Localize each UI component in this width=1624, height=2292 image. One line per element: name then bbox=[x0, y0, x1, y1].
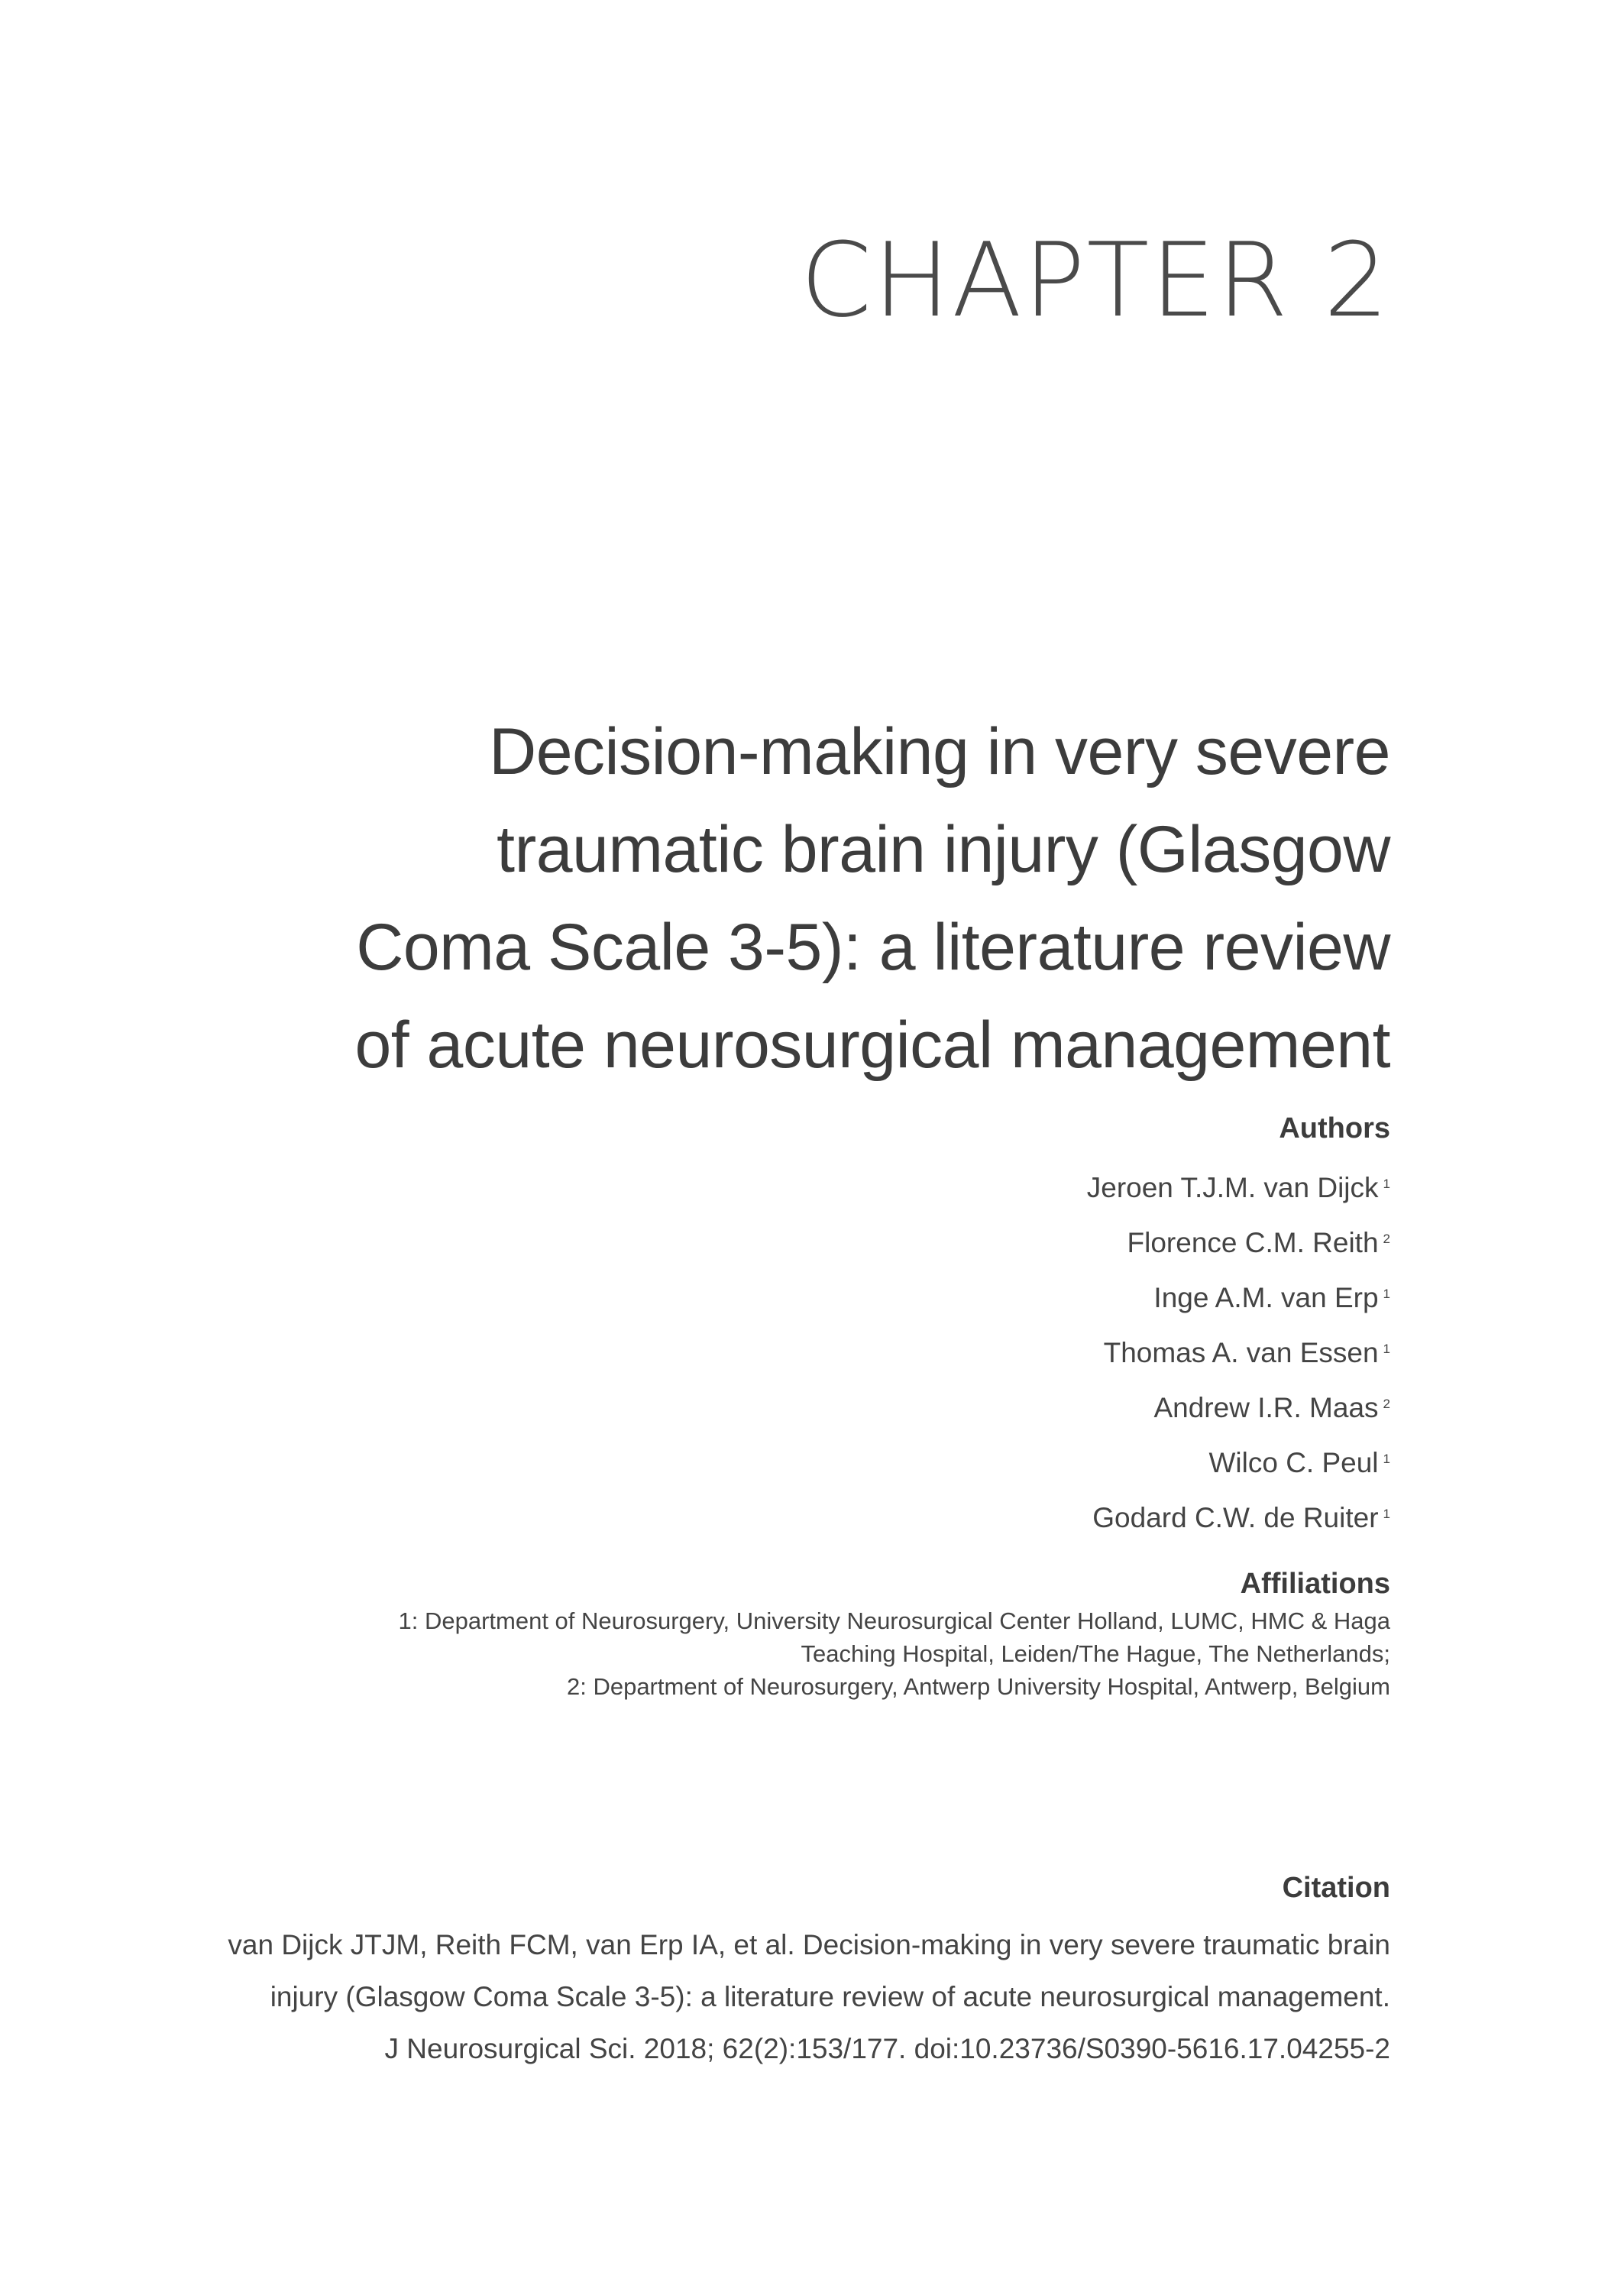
authors-list bbox=[1087, 1158, 1390, 1543]
chapter-number: 2 bbox=[1323, 221, 1390, 340]
citation-line: van Dijck JTJM, Reith FCM, van Erp IA, et al. Decision-making in very severe traumatic brain bbox=[228, 1929, 1390, 1960]
affiliation-line: 2: Department of Neurosurgery, Antwerp University Hospital, Antwerp, Belgium bbox=[566, 1673, 1390, 1700]
author-affiliation-mark: 1 bbox=[1383, 1452, 1390, 1466]
chapter-word: CHAPTER bbox=[800, 221, 1290, 340]
author-item bbox=[1087, 1488, 1390, 1543]
author-name: Jeroen T.J.M. van Dijck bbox=[1086, 1172, 1379, 1203]
author-name: Florence C.M. Reith bbox=[1127, 1227, 1379, 1258]
author-name: Andrew I.R. Maas bbox=[1153, 1392, 1379, 1423]
author-affiliation-mark: 2 bbox=[1383, 1232, 1390, 1246]
author-item bbox=[1087, 1213, 1390, 1268]
author-affiliation-mark: 2 bbox=[1383, 1397, 1390, 1411]
affiliations-heading: Affiliations bbox=[1240, 1568, 1390, 1600]
author-name: Wilco C. Peul bbox=[1208, 1447, 1379, 1478]
affiliations-list bbox=[399, 1604, 1390, 1703]
author-affiliation-mark: 1 bbox=[1383, 1507, 1390, 1521]
citation-heading: Citation bbox=[1282, 1872, 1390, 1904]
author-name: Godard C.W. de Ruiter bbox=[1092, 1502, 1379, 1533]
author-affiliation-mark: 1 bbox=[1383, 1177, 1390, 1191]
author-affiliation-mark: 1 bbox=[1383, 1342, 1390, 1356]
author-item bbox=[1087, 1378, 1390, 1433]
author-affiliation-mark: 1 bbox=[1383, 1287, 1390, 1301]
title-line: Coma Scale 3-5): a literature review bbox=[356, 910, 1390, 984]
author-item bbox=[1087, 1268, 1390, 1323]
citation-text bbox=[228, 1919, 1390, 2075]
citation-line: injury (Glasgow Coma Scale 3-5): a literature review of acute neurosurgical management. bbox=[270, 1981, 1390, 2012]
authors-heading: Authors bbox=[1279, 1112, 1390, 1144]
author-name: Thomas A. van Essen bbox=[1103, 1337, 1379, 1368]
affiliation-line: 1: Department of Neurosurgery, University Neurosurgical Center Holland, LUMC, HMC & Haga bbox=[398, 1607, 1390, 1634]
affiliation-line: Teaching Hospital, Leiden/The Hague, The Netherlands; bbox=[801, 1640, 1390, 1667]
citation-line: J Neurosurgical Sci. 2018; 62(2):153/177. doi:10.23736/S0390-5616.17.04255-2 bbox=[384, 2033, 1390, 2064]
author-item bbox=[1087, 1433, 1390, 1488]
author-name: Inge A.M. van Erp bbox=[1153, 1282, 1379, 1313]
author-item bbox=[1087, 1323, 1390, 1378]
title-line: of acute neurosurgical management bbox=[354, 1008, 1390, 1082]
author-item bbox=[1087, 1158, 1390, 1213]
chapter-label bbox=[800, 221, 1390, 340]
chapter-title bbox=[168, 703, 1390, 1094]
title-line: Decision-making in very severe bbox=[489, 714, 1390, 788]
title-line: traumatic brain injury (Glasgow bbox=[497, 812, 1390, 886]
